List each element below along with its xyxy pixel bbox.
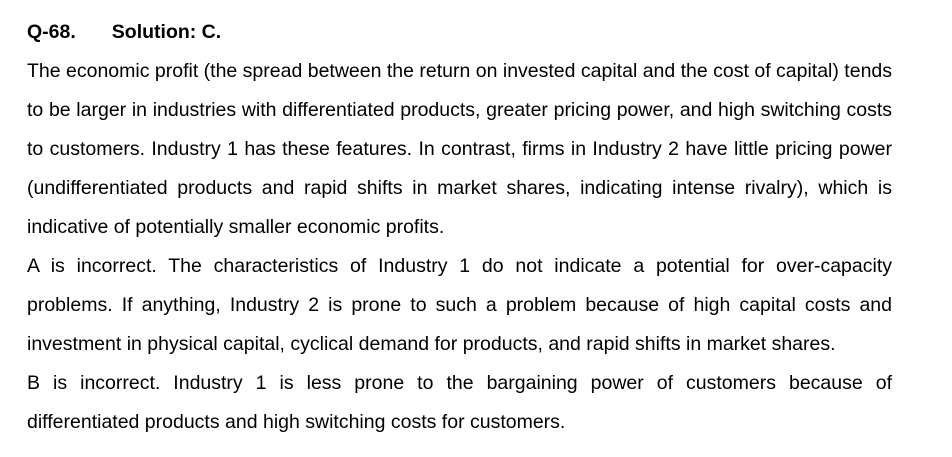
choice-a-incorrect-paragraph: A is incorrect. The characteristics of Industry 1 do not indicate a potential for over-capacity problems. If anything, Industry 2 is prone to such a problem because of high capital costs and investment in physical capital, cyclical demand for products, and rapid shifts in market shares. (27, 255, 892, 355)
question-id: Q-68. (27, 21, 76, 43)
explanation-paragraph: The economic profit (the spread between the return on invested capital and the cost of capital) tends to be larger in industries with differentiated products, greater pricing power, and high switching costs to customers. Industry 1 has these features. In contrast, firms in Industry 2 have little pricing power (undifferentiated products and rapid shifts in market shares, indicating intense rivalry), which is indicative of potentially smaller economic profits. (27, 60, 893, 238)
solution-heading (27, 13, 892, 52)
solution-answer-label: Solution: C. (111, 21, 222, 43)
solution-body (27, 52, 892, 442)
choice-b-incorrect-paragraph: B is incorrect. Industry 1 is less prone to the bargaining power of customers because of differentiated products and high switching costs for customers. (27, 372, 892, 433)
